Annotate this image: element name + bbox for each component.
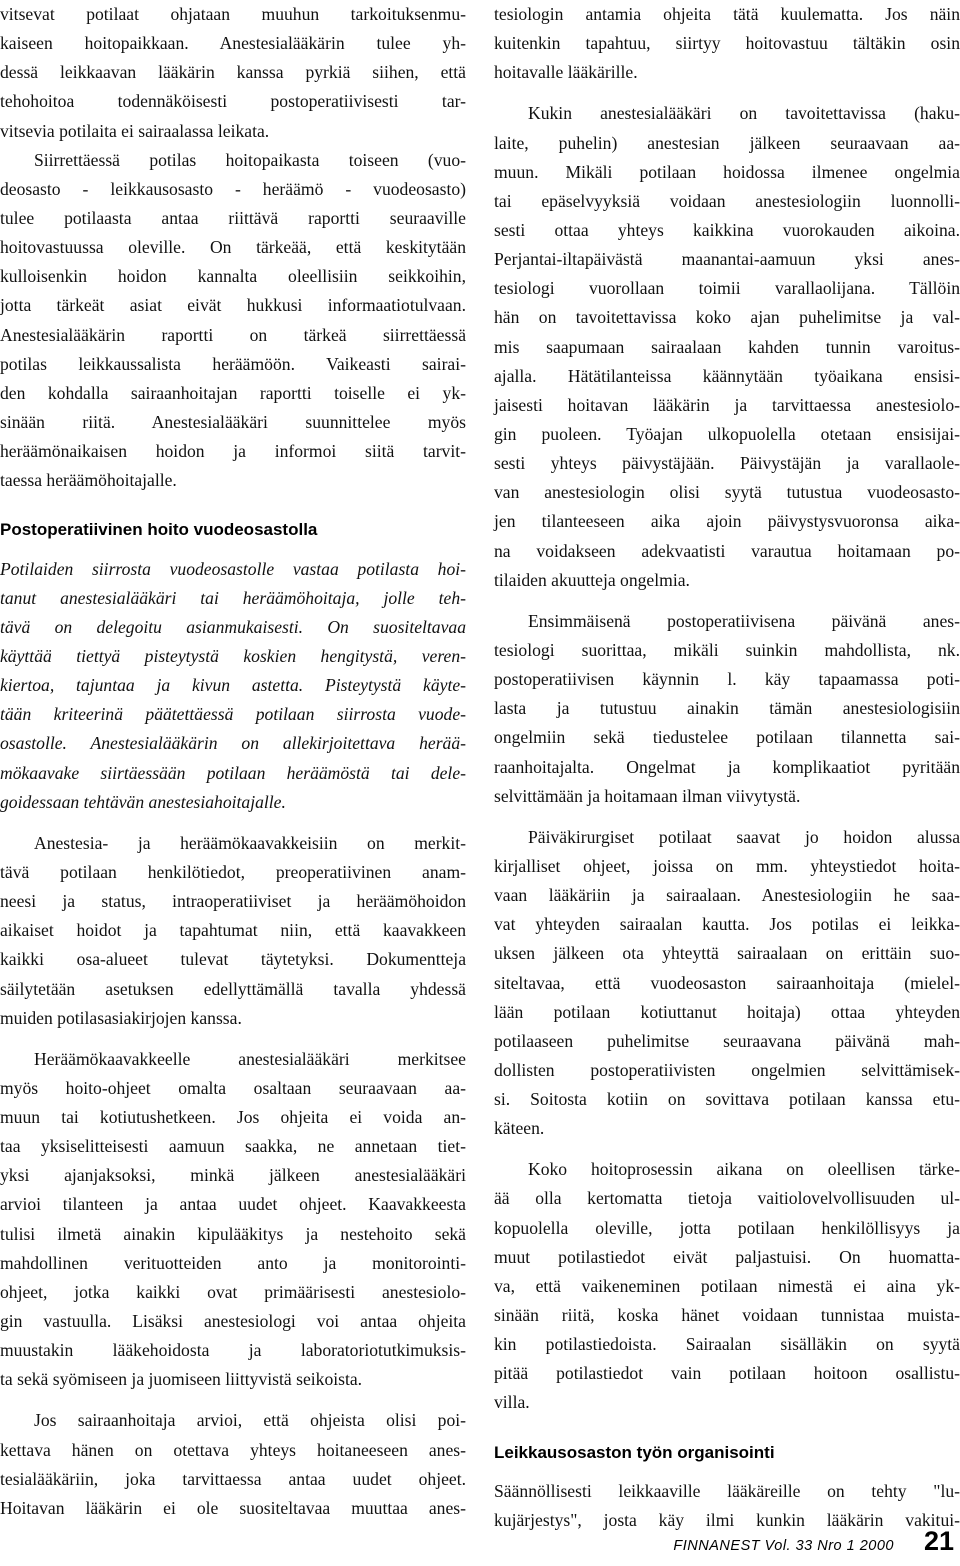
text-line: kuitenkin tapahtuu, siirtyy hoitovastuu tältäkin osin: [494, 33, 960, 54]
text-line: vat yhteyden sairaalan kautta. Jos potilas ei leikka-: [494, 914, 960, 935]
text-line: muun tai kotiutushetkeen. Jos ohjeita ei voida an-: [0, 1107, 466, 1128]
text-line: aikaiset hoidot ja tapahtumat niin, että kaavakkeen: [0, 920, 466, 941]
text-line: kaiseen hoitopaikkaan. Anestesialääkärin tulee yh-: [0, 33, 466, 54]
text-line: tilaiden akuutteja ongelmia.: [494, 569, 690, 590]
text-line: ta sekä syömiseen ja juomiseen liittyvistä seikoista.: [0, 1369, 363, 1390]
paragraph: [0, 0, 466, 146]
text-line: jotta tärkeät asiat eivät hukkusi informaatiotulvaan.: [0, 295, 466, 316]
text-line: muiden potilasasiakirjojen kanssa.: [0, 1007, 242, 1028]
page-footer: [0, 1526, 960, 1566]
text-line: tesiologin antamia ohjeita tätä kuulematta. Jos näin: [494, 4, 960, 24]
text-line: kaikki osa-alueet tulevat täytetyksi. Dokumentteja: [0, 949, 466, 970]
text-line: pitää potilastiedot vain potilaan hoitoon osallistu-: [494, 1363, 960, 1384]
text-line: potilaaseen puhelimitse seuraavana päivänä mah-: [494, 1030, 960, 1051]
text-line: tanut anestesialääkäri tai heräämöhoitaja, jolle teh-: [0, 587, 466, 608]
paragraph: [494, 1477, 960, 1535]
text-line: si. Soitosta kotiin on sovittava potilaan kanssa etu-: [494, 1089, 960, 1110]
text-line: siteltavaa, että vuodeosaston sairaanhoitaja (mielel-: [494, 972, 960, 993]
text-line: Heräämökaavakkeelle anestesialääkäri merkitsee: [34, 1048, 466, 1069]
text-line: mökaavake siirtäessään potilaan heräämöstä tai dele-: [0, 762, 466, 783]
paragraph: [0, 1045, 466, 1395]
text-line: goidessaan tehtävän anestesiahoitajalle.: [0, 791, 286, 812]
text-line: kirjalliset ohjeet, joissa on mm. yhteystiedot hoita-: [494, 855, 960, 876]
text-line: neesi ja status, intraoperatiiviset ja heräämöhoidon: [0, 891, 466, 912]
text-line: Potilaiden siirrosta vuodeosastolle vastaa potilasta hoi-: [0, 558, 466, 579]
text-line: van anestesiologin olisi syytä tutustua vuodeosasto-: [494, 482, 960, 503]
text-line: taessa heräämöhoitajalle.: [0, 470, 177, 491]
left-column: [0, 0, 466, 1523]
text-line: muut potilastiedot eivät paljastuisi. On huomatta-: [494, 1246, 960, 1267]
text-line: gin puoleen. Työajan ulkopuolella otetaan ensisijai-: [494, 423, 960, 444]
text-line: hoitavalle lääkärille.: [494, 62, 638, 83]
paragraph: [494, 99, 960, 594]
text-line: tesiologi suorittaa, mikäli suinkin mahdollista, nk.: [494, 639, 960, 660]
text-line: tesialääkäriin, joka tarvittaessa antaa uudet ohjeet.: [0, 1468, 466, 1489]
text-line: tai epäselvyyksiä voidaan anestesiologiin luonnolli-: [494, 190, 960, 211]
text-line: Kukin anestesialääkäri on tavoitettavissa (haku-: [528, 103, 960, 124]
text-line: Hoitavan lääkärin ei ole suositeltavaa muuttaa anes-: [0, 1497, 466, 1518]
text-line: villa.: [494, 1392, 530, 1413]
text-line: va, että vaikeneminen potilaan nimestä ei aina yk-: [494, 1275, 960, 1296]
text-line: kettava hänen on otettava yhteys hoitaneeseen anes-: [0, 1439, 466, 1460]
text-line: mis saapumaan sairaalaan kahden tunnin varoitus-: [494, 336, 960, 357]
text-line: muun. Mikäli potilaan hoidossa ilmenee ongelmia: [494, 161, 960, 182]
text-line: Jos sairaanhoitaja arvioi, että ohjeista olisi poi-: [34, 1410, 466, 1431]
paragraph: [494, 0, 960, 87]
text-line: sinään riitä. Anestesialääkäri suunnittelee myös: [0, 411, 466, 432]
text-line: dessä leikkaavan lääkärin kanssa pyrkiä siihen, että: [0, 62, 466, 83]
text-line: deosasto - leikkausosasto - heräämö - vuodeosasto): [0, 178, 466, 199]
text-line: jaisesti hoitavan lääkärin ja tarvittaessa anestesiolo-: [494, 394, 960, 415]
text-line: kulloisenkin hoidon kannalta oleellisiin seikkoihin,: [0, 266, 466, 287]
text-line: sesti ottaa yhteys kaikkina vuorokauden aikoina.: [494, 219, 960, 240]
paragraph: [0, 146, 466, 496]
text-line: sinään riitä, koska hänet voidaan tunnistaa muista-: [494, 1305, 960, 1326]
text-line: jen tilanteeseen aika ajoin päivystysvuoronsa aika-: [494, 511, 960, 532]
text-line: käyttää tiettyä pisteytystä koskien hengitystä, veren-: [0, 645, 466, 666]
text-line: ongelmiin sekä tiedustelee potilaan tilannetta sai-: [494, 727, 960, 748]
text-line: osastolle. Anestesialääkärin on allekirjoitettava herää-: [0, 733, 466, 754]
text-line: ohjeet, jotka kaikki ovat primäärisesti anestesiolo-: [0, 1281, 466, 1302]
text-line: kin potilastiedoista. Sairaalan sisälläkin on syytä: [494, 1334, 960, 1355]
text-line: tävä on delegoitu asianmukaisesti. On suositeltavaa: [0, 616, 466, 637]
text-line: Koko hoitoprosessin aikana on oleellisen tärke-: [528, 1159, 960, 1180]
text-line: Päiväkirurgiset potilaat saavat jo hoidon alussa: [528, 826, 960, 847]
text-line: dollisten postoperatiivisten ongelmien selvittämisek-: [494, 1059, 960, 1080]
text-line: muustakin lääkehoidosta ja laboratoriotutkimuksis-: [0, 1340, 466, 1361]
paragraph: [494, 1155, 960, 1417]
text-line: gin vastuulla. Lisäksi anestesiologi voi antaa ohjeita: [0, 1311, 466, 1332]
text-line: selvittämään ja hoitamaan ilman viivytystä.: [494, 785, 801, 806]
text-line: raanhoitajalta. Ongelmat ja komplikaatiot pyritään: [494, 756, 960, 777]
text-line: hän on tavoitettavissa koko ajan puhelimitse ja val-: [494, 307, 960, 328]
text-line: kopuolella oleville, jotta potilaan henkilöllisyys ja: [494, 1217, 960, 1238]
text-line: postoperatiivisen käynnin l. käy tapaamassa poti-: [494, 669, 960, 690]
text-line: den kohdalla sairaanhoitajan raportti toiselle ei yk-: [0, 382, 466, 403]
paragraph: [0, 1406, 466, 1523]
text-line: säilytetään asetuksen edellyttämällä tavalla yhdessä: [0, 978, 466, 999]
text-line: tulisi ilmetä ainakin kipulääkitys ja nestehoito sekä: [0, 1223, 466, 1244]
text-line: vitsevat potilaat ohjataan muuhun tarkoituksenmu-: [0, 4, 466, 24]
text-line: uksen jälkeen ota yhteyttä sairaalaan on erittäin suo-: [494, 943, 960, 964]
text-line: Anestesialääkärin raportti on tärkeä siirrettäessä: [0, 324, 466, 345]
text-line: ajalla. Hätätilanteissa käännytään työaikana ensisi-: [494, 365, 960, 386]
text-line: na voidakseen adekvaatisti varautua hoitamaan po-: [494, 540, 960, 561]
text-line: Perjantai-iltapäivästä maanantai-aamuun yksi anes-: [494, 249, 960, 270]
text-line: tulee potilaasta antaa riittävä raportti seuraaville: [0, 207, 466, 228]
text-line: ää olla kertomatta tietoja vaitiolovelvollisuuden ul-: [494, 1188, 960, 1209]
text-line: yksi ajanjaksoksi, minkä jälkeen anestesialääkäri: [0, 1165, 466, 1186]
text-line: Anestesia- ja heräämökaavakkeisiin on merkit-: [34, 832, 466, 853]
text-line: käteen.: [494, 1118, 545, 1139]
right-column: [494, 0, 960, 1535]
text-line: kujärjestys", josta käy ilmi kunkin lääkärin vakitui-: [494, 1509, 960, 1530]
text-line: Säännöllisesti leikkaaville lääkäreille on tehty "lu-: [494, 1480, 960, 1501]
section-heading: Postoperatiivinen hoito vuodeosastolla: [0, 520, 318, 540]
paragraph: [494, 823, 960, 1144]
text-line: Siirrettäessä potilas hoitopaikasta toiseen (vuo-: [34, 149, 466, 170]
journal-citation: FINNANEST Vol. 33 Nro 1 2000: [673, 1538, 894, 1554]
text-line: myös hoito-ohjeet omalta osaltaan seuraavaan aa-: [0, 1077, 466, 1098]
text-line: arvioi tilanteen ja antaa uudet ohjeet. Kaavakkeesta: [0, 1194, 466, 1215]
text-line: sesti yhteys päivystäjään. Päivystäjän ja varallaole-: [494, 453, 960, 474]
page-number: 21: [923, 1526, 954, 1556]
text-line: kiertoa, tajuntaa ja kivun astetta. Pisteytystä käyte-: [0, 675, 466, 696]
text-line: lasta ja tutustuu ainakin tämän anestesiologisiin: [494, 698, 960, 719]
text-line: vitsevia potilaita ei sairaalassa leikata.: [0, 120, 270, 141]
text-line: mahdollinen verituotteiden anto ja monitorointi-: [0, 1252, 466, 1273]
section-heading: Leikkausosaston työn organisointi: [494, 1442, 775, 1462]
text-line: tehohoitoa todennäköisesti postoperatiivisesti tar-: [0, 91, 466, 112]
text-line: hoitovastuussa oleville. On tärkeää, että keskitytään: [0, 237, 466, 258]
paragraph: [0, 829, 466, 1033]
text-line: potilas leikkaussalista heräämöön. Vaikeasti sairai-: [0, 353, 466, 374]
text-line: heräämönaikaisen hoidon ja informoi siitä tarvit-: [0, 441, 466, 462]
text-line: laite, puhelin) anestesian jälkeen seuraavaan aa-: [494, 132, 960, 153]
text-line: Ensimmäisenä postoperatiivisena päivänä anes-: [528, 610, 960, 631]
text-line: vaan lääkäriin ja sairaalaan. Anestesiologiin he saa-: [494, 885, 960, 906]
text-line: tesiologi vuorollaan toimii varallaolijana. Tällöin: [494, 278, 960, 299]
text-line: tävä potilaan henkilötiedot, preoperatiivinen anam-: [0, 861, 466, 882]
paragraph: [494, 607, 960, 811]
text-line: lään potilaan kotiuttanut hoitaja) ottaa yhteyden: [494, 1001, 960, 1022]
text-line: tään kriteerinä päätettäessä potilaan siirrosta vuode-: [0, 704, 466, 725]
italic-lead-paragraph: [0, 555, 466, 817]
text-line: taa yksiselitteisesti aamuun saakka, ne annetaan tiet-: [0, 1136, 466, 1157]
